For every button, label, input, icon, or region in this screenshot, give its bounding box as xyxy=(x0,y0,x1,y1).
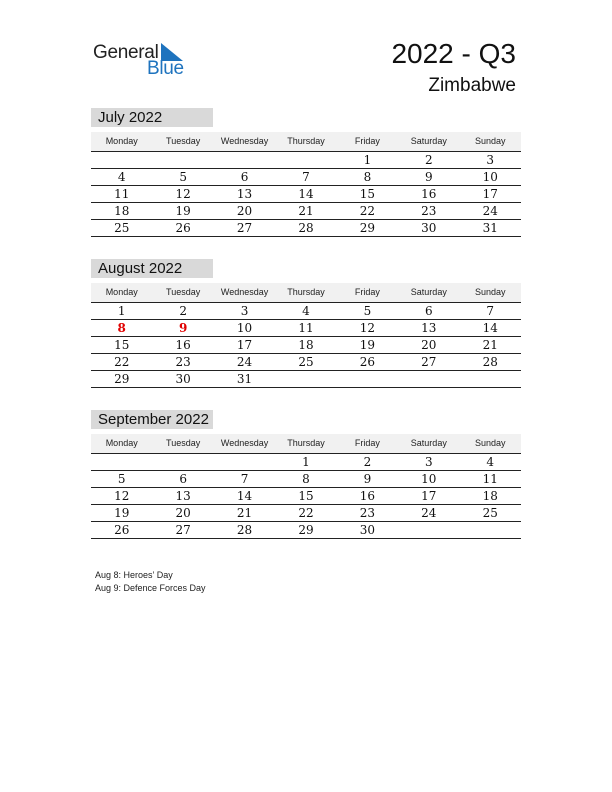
day-cell: 4 xyxy=(486,455,495,469)
day-cell: 5 xyxy=(179,170,187,184)
day-cell: 13 xyxy=(175,489,191,503)
day-cell: 11 xyxy=(482,472,498,486)
day-cell: 26 xyxy=(359,355,376,369)
day-cell: 16 xyxy=(175,338,191,352)
day-cell: 20 xyxy=(175,506,191,520)
day-cell: 18 xyxy=(298,338,314,352)
day-cell: 8 xyxy=(363,170,372,184)
weekday-label: Wednesday xyxy=(220,136,269,146)
day-cell: 24 xyxy=(482,204,498,218)
weekday-label: Friday xyxy=(354,136,380,146)
day-cell: 3 xyxy=(486,153,495,167)
day-cell: 15 xyxy=(359,187,376,201)
weekday-label: Thursday xyxy=(287,136,325,146)
weekday-label: Wednesday xyxy=(220,438,269,448)
day-cell: 24 xyxy=(421,506,437,520)
day-cell: 1 xyxy=(302,455,310,469)
week-row xyxy=(91,488,521,505)
day-cell: 19 xyxy=(359,338,376,352)
day-cell: 28 xyxy=(298,221,314,235)
day-cell: 22 xyxy=(298,506,314,520)
day-cell: 31 xyxy=(482,221,498,235)
day-cell: 15 xyxy=(114,338,130,352)
day-cell: 6 xyxy=(240,170,249,184)
day-cell: 13 xyxy=(236,187,253,201)
day-cell: 4 xyxy=(117,170,126,184)
week-row xyxy=(91,302,521,320)
day-cell: 11 xyxy=(298,321,314,335)
day-cell: 1 xyxy=(117,304,126,318)
day-cell: 5 xyxy=(363,304,372,318)
day-cell: 14 xyxy=(298,187,314,201)
weekday-label: Monday xyxy=(105,136,138,146)
day-cell: 3 xyxy=(425,455,433,469)
day-cell: 29 xyxy=(359,221,376,235)
weekday-label: Friday xyxy=(354,438,380,448)
day-cell: 25 xyxy=(482,506,498,520)
day-cell: 30 xyxy=(175,372,191,386)
day-cell: 27 xyxy=(175,523,191,537)
week-row xyxy=(91,371,521,388)
day-cell: 7 xyxy=(486,304,495,318)
day-cell: 6 xyxy=(179,472,187,486)
day-cell: 10 xyxy=(482,170,498,184)
day-cell: 26 xyxy=(175,221,191,235)
brand-word-blue: Blue xyxy=(147,58,184,79)
day-cell xyxy=(275,371,336,387)
day-cell: 13 xyxy=(421,321,437,335)
weekday-header-row xyxy=(91,132,521,151)
day-cell: 20 xyxy=(236,204,253,218)
day-cell xyxy=(91,454,152,470)
day-cell: 28 xyxy=(236,523,253,537)
day-cell: 2 xyxy=(363,455,372,469)
day-cell: 17 xyxy=(236,338,253,352)
brand-logo xyxy=(93,40,203,80)
day-cell: 14 xyxy=(236,489,253,503)
holiday-note: Aug 9: Defence Forces Day xyxy=(95,583,206,593)
page-title: 2022 - Q3 xyxy=(391,38,516,69)
month-block xyxy=(91,410,521,539)
day-cell: 17 xyxy=(482,187,498,201)
day-cell: 21 xyxy=(482,338,498,352)
day-cell xyxy=(152,454,213,470)
day-cell xyxy=(91,152,152,168)
weekday-label: Saturday xyxy=(410,136,447,146)
week-row xyxy=(91,203,521,220)
weekday-label: Thursday xyxy=(287,438,325,448)
month-title: September 2022 xyxy=(91,410,213,429)
weekday-label: Saturday xyxy=(410,287,447,297)
day-cell: 29 xyxy=(114,372,130,386)
week-row xyxy=(91,151,521,169)
day-cell: 27 xyxy=(236,221,253,235)
day-cell: 27 xyxy=(421,355,437,369)
weekday-label: Tuesday xyxy=(166,287,201,297)
day-cell: 10 xyxy=(236,321,253,335)
day-cell: 23 xyxy=(175,355,191,369)
day-cell: 31 xyxy=(236,372,253,386)
day-cell: 29 xyxy=(298,523,314,537)
weekday-label: Saturday xyxy=(410,438,447,448)
week-row xyxy=(91,505,521,522)
country-name: Zimbabwe xyxy=(428,75,516,96)
day-cell: 30 xyxy=(421,221,437,235)
weekday-label: Wednesday xyxy=(220,287,269,297)
weekday-label: Monday xyxy=(105,287,138,297)
day-cell: 7 xyxy=(302,170,310,184)
day-cell: 24 xyxy=(236,355,253,369)
week-row xyxy=(91,354,521,371)
day-cell: 2 xyxy=(179,304,187,318)
weekday-label: Tuesday xyxy=(166,136,201,146)
holiday-day-cell: 8 xyxy=(117,321,126,335)
month-title: July 2022 xyxy=(91,108,213,127)
brand-word-general: General xyxy=(93,42,159,63)
day-cell: 14 xyxy=(482,321,498,335)
weekday-label: Sunday xyxy=(474,287,506,297)
day-cell: 11 xyxy=(114,187,130,201)
day-cell: 21 xyxy=(236,506,253,520)
day-cell: 15 xyxy=(298,489,314,503)
day-cell: 18 xyxy=(114,204,130,218)
day-cell: 7 xyxy=(240,472,249,486)
weekday-label: Tuesday xyxy=(166,438,201,448)
weekday-label: Sunday xyxy=(474,438,506,448)
day-cell: 30 xyxy=(359,523,376,537)
day-cell: 1 xyxy=(363,153,372,167)
weekday-label: Thursday xyxy=(287,287,325,297)
day-cell xyxy=(398,522,459,538)
week-row xyxy=(91,471,521,488)
day-cell xyxy=(214,152,275,168)
month-title: August 2022 xyxy=(91,259,213,278)
day-cell: 9 xyxy=(363,472,372,486)
week-row xyxy=(91,186,521,203)
week-row xyxy=(91,453,521,471)
day-cell xyxy=(337,371,398,387)
day-cell: 23 xyxy=(359,506,376,520)
week-row xyxy=(91,522,521,539)
day-cell: 4 xyxy=(302,304,310,318)
day-cell xyxy=(398,371,459,387)
weekday-header-row xyxy=(91,434,521,453)
day-cell xyxy=(460,522,521,538)
day-cell: 19 xyxy=(114,506,130,520)
day-cell: 12 xyxy=(359,321,376,335)
holiday-notes xyxy=(95,569,206,595)
day-cell: 8 xyxy=(302,472,310,486)
day-cell: 20 xyxy=(421,338,437,352)
day-cell: 23 xyxy=(421,204,437,218)
week-row xyxy=(91,220,521,237)
weekday-header-row xyxy=(91,283,521,302)
day-cell: 16 xyxy=(421,187,437,201)
week-row xyxy=(91,337,521,354)
day-cell: 19 xyxy=(175,204,191,218)
day-cell xyxy=(152,152,213,168)
month-block xyxy=(91,259,521,388)
day-cell xyxy=(460,371,521,387)
holiday-note: Aug 8: Heroes’ Day xyxy=(95,570,173,580)
holiday-day-cell: 9 xyxy=(178,321,188,335)
day-cell: 22 xyxy=(114,355,130,369)
day-cell: 25 xyxy=(298,355,314,369)
day-cell: 9 xyxy=(425,170,433,184)
day-cell: 12 xyxy=(114,489,130,503)
day-cell: 21 xyxy=(298,204,314,218)
weekday-label: Monday xyxy=(105,438,138,448)
day-cell: 26 xyxy=(114,523,130,537)
day-cell: 22 xyxy=(359,204,376,218)
day-cell xyxy=(275,152,336,168)
day-cell: 12 xyxy=(175,187,191,201)
weekday-label: Sunday xyxy=(474,136,506,146)
day-cell: 5 xyxy=(117,472,126,486)
day-cell: 10 xyxy=(421,472,437,486)
day-cell: 3 xyxy=(240,304,249,318)
week-row xyxy=(91,320,521,337)
day-cell: 6 xyxy=(425,304,433,318)
day-cell: 25 xyxy=(114,221,130,235)
week-row xyxy=(91,169,521,186)
day-cell: 17 xyxy=(421,489,437,503)
day-cell xyxy=(214,454,275,470)
day-cell: 18 xyxy=(482,489,498,503)
weekday-label: Friday xyxy=(354,287,380,297)
month-block xyxy=(91,108,521,237)
day-cell: 28 xyxy=(482,355,498,369)
day-cell: 2 xyxy=(425,153,433,167)
day-cell: 16 xyxy=(359,489,376,503)
